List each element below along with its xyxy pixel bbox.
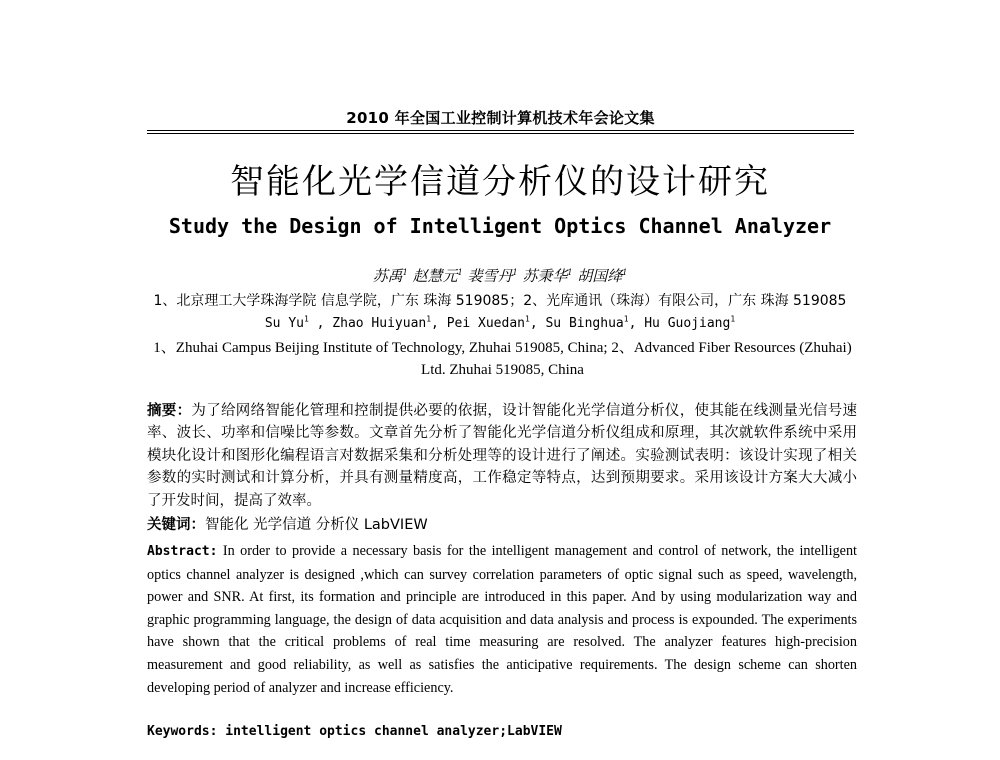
abstract-chinese (147, 400, 857, 512)
proceedings-header: 2010 年全国工业控制计算机技术年会论文集 (346, 109, 655, 127)
affiliations-chinese: 1、北京理工大学珠海学院 信息学院，广东 珠海 519085；2、光库通讯（珠海）有限公司，广东 珠海 519085 (153, 293, 847, 309)
abstract-english (147, 540, 857, 699)
author-en: Su Yu$^1$ , (264, 314, 325, 331)
author-cn: 裴雪丹$^1$ (467, 267, 518, 285)
abstract-text-en: In order to provide a necessary basis for the intelligent management and control of network, the intelligent optics channel analyzer is designed ,which can survey correlation parameters of optic signal such as speed, wavelength, power and SNR. At first, its formation and principle are introduced in this paper. And by using modularization way and graphic programming language, the design of data acquisition and data analysis and process is expounded. The experiments have shown that the critical problems of real time measuring are resolved. The analyzer features high-precision measurement and good reliability, as well as satisfies the anticipative requirements. The design scheme can shorten developing period of analyzer and increase efficiency. (147, 543, 857, 696)
title-english: Study the Design of Intelligent Optics Channel Analyzer (168, 214, 832, 238)
header-rule (147, 130, 854, 131)
abstract-label-cn: 摘要： (147, 403, 192, 419)
keywords-text-cn: 智能化 光学信道 分析仪 LabVIEW (205, 517, 428, 533)
author-en: Pei Xuedan$^1$, (446, 314, 546, 331)
keywords-label-en: Keywords: (147, 724, 218, 739)
abstract-label-en: Abstract: (147, 544, 218, 559)
header-rule-thin (147, 133, 854, 134)
author-cn: 苏秉华$^1$ (522, 267, 573, 285)
author-cn: 苏禹$^1$ (372, 267, 408, 285)
abstract-text-cn: 为了给网络智能化管理和控制提供必要的依据，设计智能化光学信道分析仪，使其能在线测量光信号速率、波长、功率和信噪比等参数。文章首先分析了智能化光学信道分析仪组成和原理，其次就软件系统中采用模块化设计和图形化编程语言对数据采集和分析处理等的设计进行了阐述。实验测试表明：该设计实现了相关参数的实时测试和计算分析，并具有测量精度高，工作稳定等特点，达到预期要求。采用该设计方案大大减小了开发时间，提高了效率。 (147, 403, 858, 509)
authors-english (140, 314, 860, 334)
authors-chinese (100, 266, 900, 286)
keywords-text-en: intelligent optics channel analyzer;LabVIEW (225, 724, 562, 739)
keywords-label-cn: 关键词： (147, 517, 205, 533)
author-cn: 赵慧元$^1$ (412, 267, 463, 285)
author-cn: 胡国绛$^1$ (577, 267, 628, 285)
keywords-english (147, 722, 857, 742)
author-en: Su Binghua$^1$, (545, 314, 637, 331)
affiliations-english: 1、Zhuhai Campus Beijing Institute of Technology, Zhuhai 519085, China; 2、Advanced Fiber Resources (Zhuhai) Ltd. Zhuhai 519085, China (153, 340, 852, 378)
author-en: Zhao Huiyuan$^1$, (332, 314, 447, 331)
title-chinese: 智能化光学信道分析仪的设计研究 (230, 162, 770, 202)
author-en: Hu Guojiang$^1$ (644, 314, 736, 331)
keywords-chinese (147, 515, 857, 535)
